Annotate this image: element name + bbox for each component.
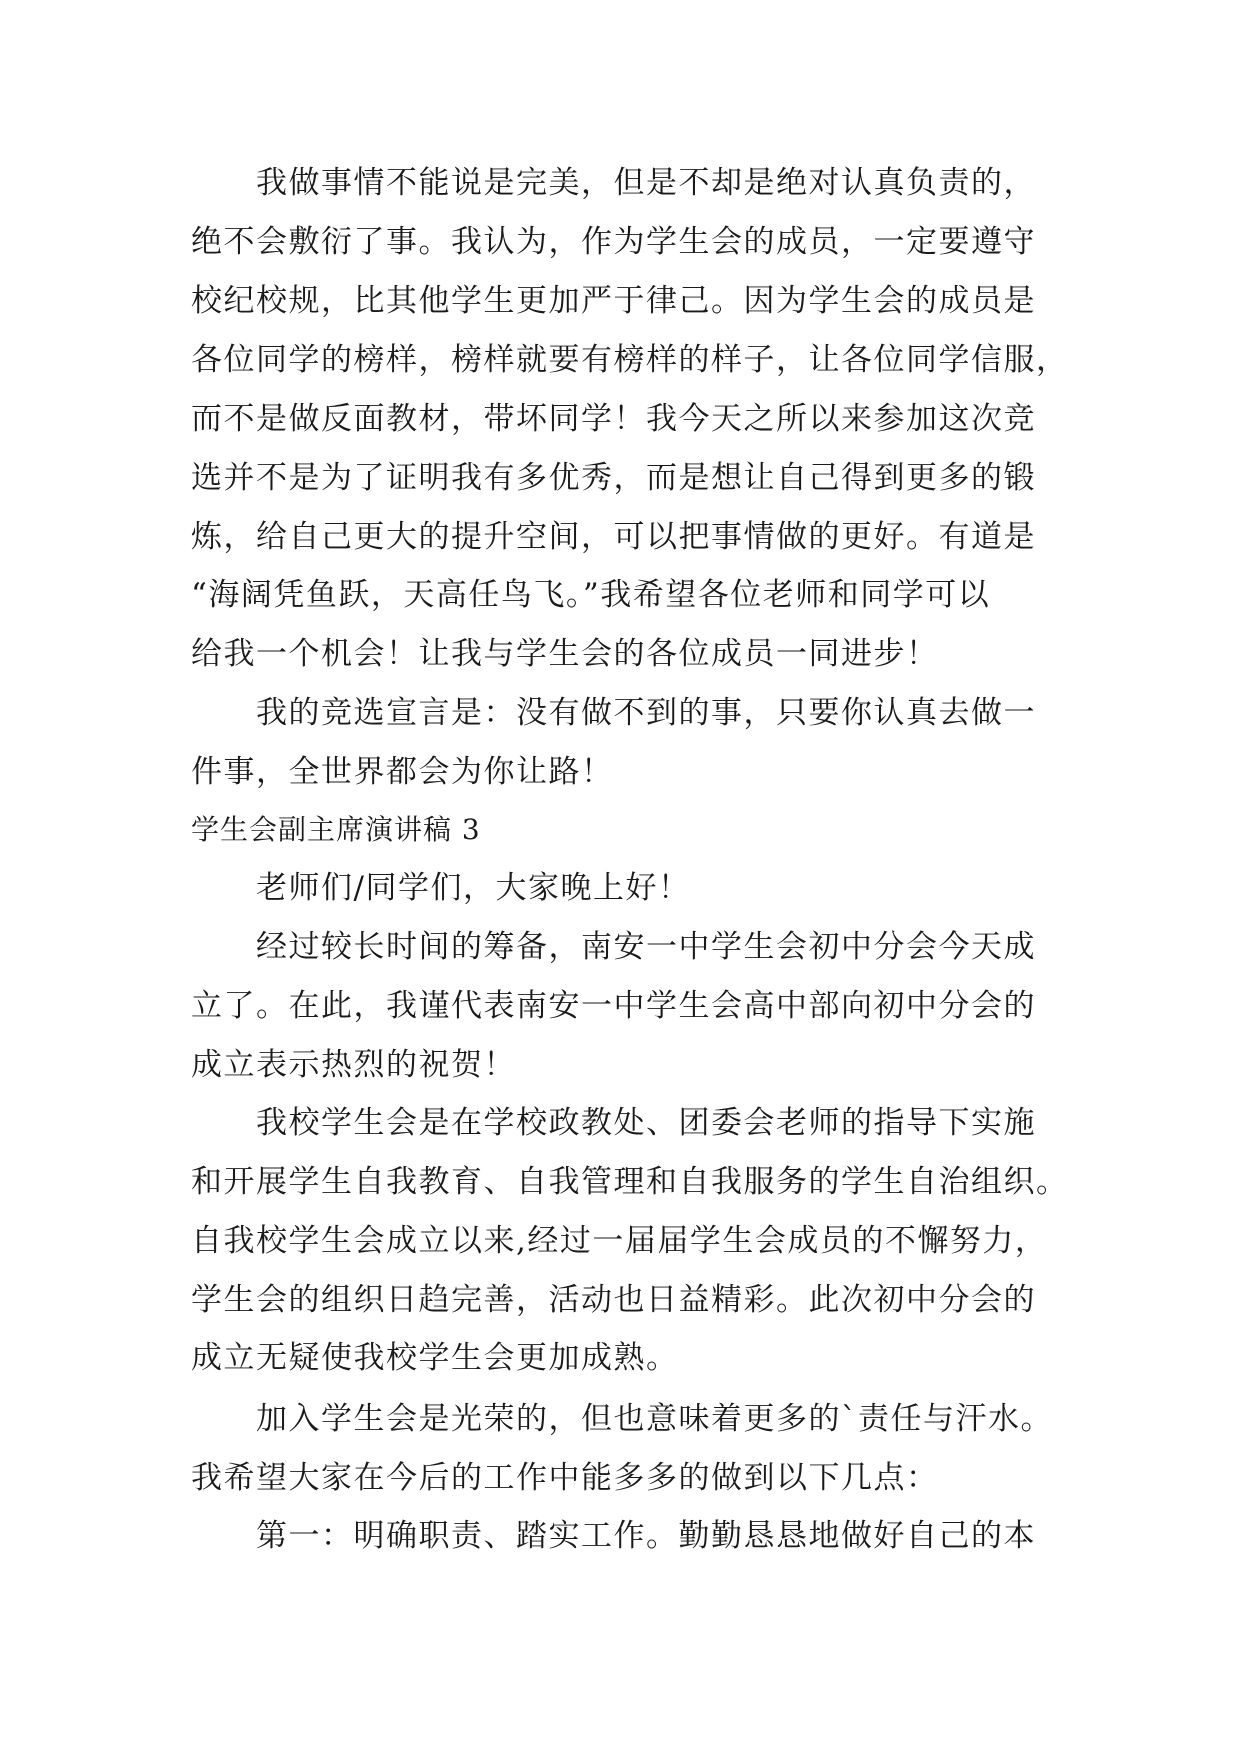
text-line: 件事，全世界都会为你让路！ [191,754,614,790]
text-line: 和开展学生自我教育、自我管理和自我服务的学生自治组织。 [191,1164,1069,1200]
text-line: 炼，给自己更大的提升空间，可以把事情做的更好。有道是 [191,519,1036,555]
section-heading: 学生会副主席演讲稿 3 [191,813,481,846]
text-line: 自我校学生会成立以来,经过一届届学生会成员的不懈努力， [191,1223,1048,1259]
text-line: 加入学生会是光荣的，但也意味着更多的`责任与汗水。 [256,1401,1053,1437]
text-line: 老师们/同学们，大家晚上好！ [256,870,691,906]
text-line: 我校学生会是在学校政教处、团委会老师的指导下实施 [256,1105,1036,1141]
text-line: 成立无疑使我校学生会更加成熟。 [191,1340,679,1376]
text-line: 第一：明确职责、踏实工作。勤勤恳恳地做好自己的本 [256,1518,1036,1554]
text-line: 校纪校规，比其他学生更加严于律己。因为学生会的成员是 [191,283,1036,319]
text-line: 各位同学的榜样，榜样就要有榜样的样子，让各位同学信服， [191,342,1069,378]
text-line: 给我一个机会！让我与学生会的各位成员一同进步！ [191,636,939,672]
text-line: 而不是做反面教材，带坏同学！我今天之所以来参加这次竞 [191,401,1036,437]
text-line: 我做事情不能说是完美，但是不却是绝对认真负责的， [256,165,1036,201]
text-line: 选并不是为了证明我有多优秀，而是想让自己得到更多的锻 [191,460,1036,496]
text-line: 成立表示热烈的祝贺！ [191,1047,516,1083]
text-line: 我希望大家在今后的工作中能多多的做到以下几点： [191,1460,939,1496]
text-line: 我的竞选宣言是：没有做不到的事，只要你认真去做一 [256,695,1036,731]
text-line: “海阔凭鱼跃，天高任鸟飞。”我希望各位老师和同学可以 [191,577,991,613]
text-line: 绝不会敷衍了事。我认为，作为学生会的成员，一定要遵守 [191,224,1036,260]
text-line: 经过较长时间的筹备，南安一中学生会初中分会今天成 [256,929,1036,965]
text-line: 学生会的组织日趋完善，活动也日益精彩。此次初中分会的 [191,1282,1036,1318]
text-line: 立了。在此，我谨代表南安一中学生会高中部向初中分会的 [191,988,1036,1024]
